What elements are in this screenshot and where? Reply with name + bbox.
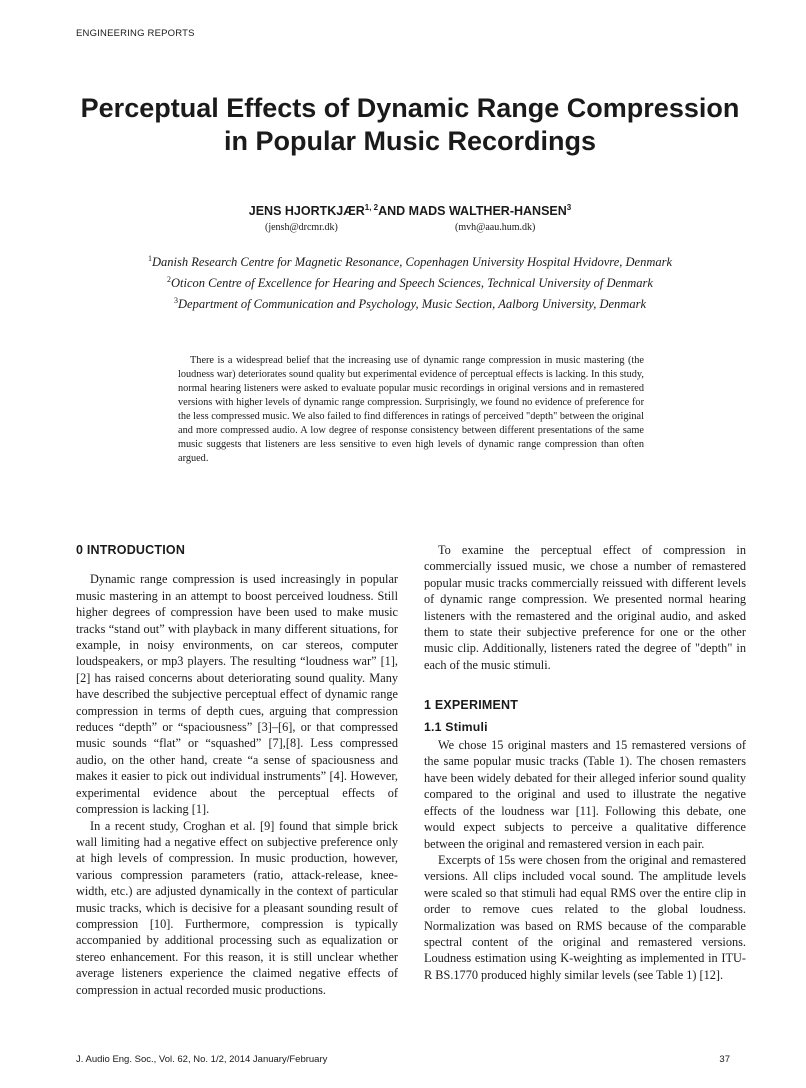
running-header: ENGINEERING REPORTS <box>76 28 195 39</box>
section-heading-experiment: 1 EXPERIMENT <box>424 698 519 713</box>
affiliation-1: $^1$Danish Research Centre for Magnetic Resonance, Copenhagen University Hospital Hvidovre, Denmark <box>147 254 673 270</box>
author-1-email: (jensh@drcmr.dk) <box>265 222 338 233</box>
right-column <box>424 542 746 983</box>
intro-paragraph-2: In a recent study, Croghan et al. [9] found that simple brick wall limiting had a negative effect on subjective preference only at high levels of compression. In music production, however, various compression parameters (ratio, attack-release, knee-width, etc.) are adjusted dynamically in the context of particular music tracks, which is decisive for a pleasant sounding result of compression [10]. Furthermore, compression is typically accompanied by additional processing such as equalization or stereo enhancement. For this reason, it is still unclear whether average listeners experience the claimed negative effects of compression in actual recorded music productions. <box>76 818 398 997</box>
affiliation-2: $^2$Oticon Centre of Excellence for Hearing and Speech Sciences, Technical University of Denmark <box>167 275 653 291</box>
subsection-heading-stimuli: 1.1 Stimuli <box>424 719 488 734</box>
author-1-name: JENS HJORTKJÆR <box>248 204 365 219</box>
footer-citation: J. Audio Eng. Soc., Vol. 62, No. 1/2, 2014 January/February <box>76 1054 328 1065</box>
intro-paragraph-1: Dynamic range compression is used increasingly in popular music mastering in an attempt to boost perceived loudness. Still higher degrees of compression have been used to make music tracks “stand out” with playback in many different situations, for example, in noisy environments, on car stereos, computer loudspeakers, or mp3 players. The resulting “loudness war” [1],[2] has raised concerns about deteriorating sound quality. Many have described the subjective perceptual effect of dynamic range compression in terms of depth cues, arguing that compression reduces “depth” or “spaciousness” [3]–[6], or that compressed music sounds “flat” or “squashed” [7],[8]. Less compressed audio, on the other hand, create “a sense of spaciousness and makes it easier to pick out individual instruments” [4]. However, experimental evidence about the perceptual effects of compression is lacking [1]. <box>76 572 398 817</box>
abstract: There is a widespread belief that the increasing use of dynamic range compression in music mastering (the loudness war) deteriorates sound quality but experimental evidence of perceptual effects is lacking. In this study, normal hearing listeners were asked to evaluate popular music recordings in original versions and in remastered versions with higher levels of dynamic range compression. Surprisingly, we found no evidence of preference for the less compressed music. We also failed to find differences in ratings of perceived "depth" between the original and more compressed audio. A low degree of response consistency between different presentations of the same music suggests that listeners are less sensitive to even high levels of dynamic range compression than often argued. <box>178 355 644 464</box>
intro-paragraph-3: To examine the perceptual effect of compression in commercially issued music, we chose a number of remastered popular music tracks commercially reissued with different levels of dynamic range compression. We presented normal hearing listeners with the remastered and the original audio, and asked them to state their subjective preference for one or the other music clip. Additionally, listeners rated the degree of "depth" in each of the music stimuli. <box>424 543 746 672</box>
title-line-1: Perceptual Effects of Dynamic Range Compression <box>80 93 740 123</box>
author-list <box>60 203 760 218</box>
author-2-affiliation-marks: 3 <box>566 203 572 212</box>
affiliations <box>60 250 760 313</box>
page-number: 37 <box>719 1054 730 1065</box>
title-line-2: in Popular Music Recordings <box>223 126 597 156</box>
author-2-email: (mvh@aau.hum.dk) <box>455 222 536 233</box>
author-connector: AND <box>378 204 409 219</box>
stimuli-paragraph-1: We chose 15 original masters and 15 remastered versions of the same popular music tracks (Table 1). The chosen remasters have been widely debated for their alleged inferior sound quality compared to the original and used to illustrate the negative effects of the loudness war [11]. Following this debate, one would expect subjects to perceive a qualitative difference between the original and remastered version in each pair. <box>424 738 746 851</box>
left-column <box>76 542 398 998</box>
stimuli-paragraph-2: Excerpts of 15s were chosen from the original and remastered versions. All clips included vocal sound. The amplitude levels were scaled so that stimuli had equal RMS over the entire clip in order to remove cues related to the global loudness. Normalization was based on RMS because of the comparable spectral content of the original and remastered versions. Loudness estimation using K-weighting as implemented in ITU-R BS.1770 produced highly similar levels (see Table 1) [12]. <box>424 852 746 982</box>
paper-title <box>60 92 760 158</box>
author-1-affiliation-marks: 1, 2 <box>364 203 379 212</box>
author-2-name: MADS WALTHER-HANSEN <box>408 204 567 219</box>
section-heading-introduction: 0 INTRODUCTION <box>76 543 186 557</box>
affiliation-3: $^3$Department of Communication and Psychology, Music Section, Aalborg University, Denmark <box>174 296 646 312</box>
